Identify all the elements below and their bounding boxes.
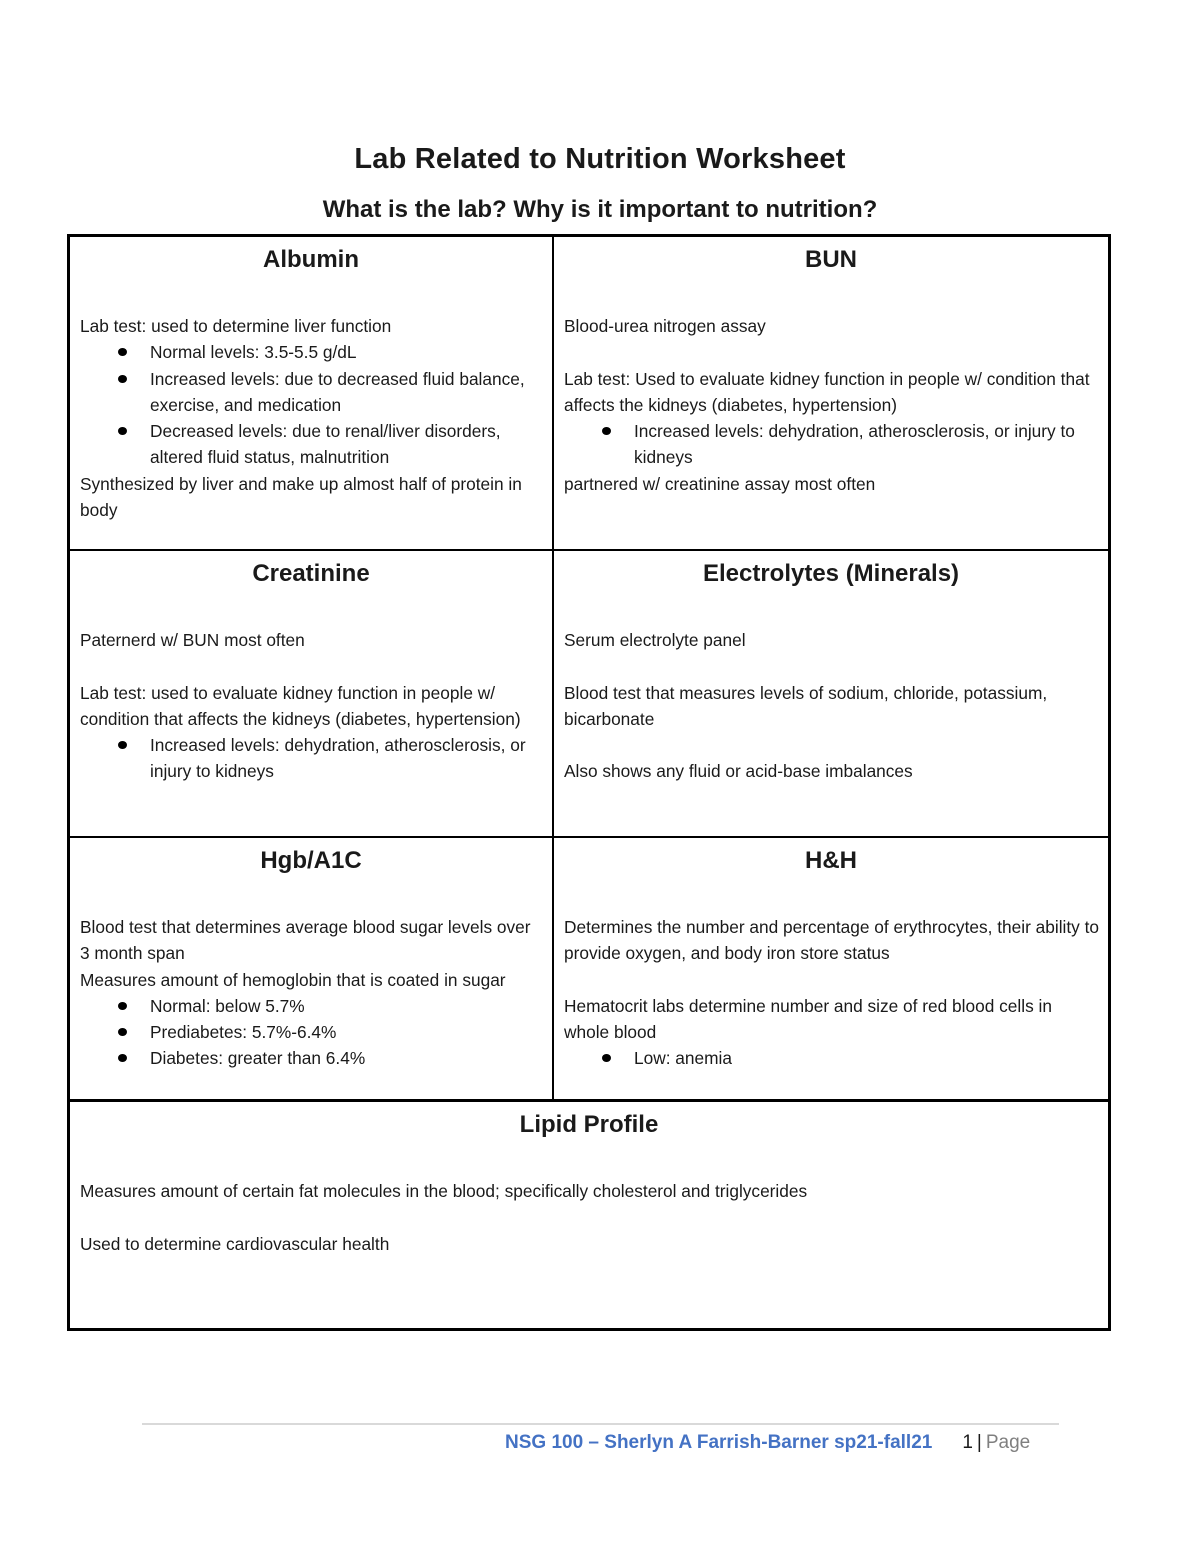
cell-title: Hgb/A1C [260,847,362,874]
page-label: Page [985,1432,1031,1453]
page-subtitle: What is the lab? Why is it important to nutrition? [322,196,878,223]
cell-title: H&H [805,847,857,874]
cell-creatinine [70,551,552,836]
bullet-list [80,993,544,1072]
cell-body [70,1178,1108,1257]
table-border-right [1108,234,1111,1331]
page-footer [505,1432,1030,1454]
list-item: Low: anemia [564,1045,1100,1071]
bullet-list [80,339,544,470]
table-border-bottom [67,1328,1111,1331]
cell-body [70,914,552,1072]
bullet-list [80,732,544,785]
cell-title: Albumin [263,246,359,273]
cell-bun [554,237,1108,549]
cell-text: Also shows any fluid or acid-base imbalances [564,761,913,782]
cell-text: Lab test: Used to evaluate kidney function in people w/ condition that affects the kidneys (diabetes, hypertension) [564,368,1090,415]
cell-text: Paternerd w/ BUN most often [80,630,305,650]
bullet-list [564,1045,1100,1071]
cell-text: Lab test: used to determine liver function [80,316,392,336]
cell-text: Measures amount of certain fat molecules in the blood; specifically cholesterol and triglycerides [80,1181,808,1201]
cell-text: Serum electrolyte panel [564,630,746,650]
cell-title: Creatinine [252,560,370,587]
lab-table [67,234,1111,1331]
cell-text: Determines the number and percentage of erythrocytes, their ability to provide oxygen, and body iron store status [564,917,1100,964]
footer-course: NSG 100 – Sherlyn A Farrish-Barner sp21-fall21 [505,1432,933,1453]
cell-title: Electrolytes (Minerals) [702,560,960,587]
cell-lipid-profile [70,1102,1108,1328]
list-item: Normal levels: 3.5-5.5 g/dL [80,339,544,365]
cell-text: Blood-urea nitrogen assay [564,316,766,336]
cell-body [70,313,552,523]
cell-text: Lab test: used to evaluate kidney function in people w/ condition that affects the kidneys (diabetes, hypertension) [80,682,521,729]
cell-text: Blood test that measures levels of sodium, chloride, potassium, bicarbonate [564,682,1048,729]
bullet-list [564,418,1100,471]
cell-text: Blood test that determines average blood sugar levels over 3 month span [80,917,531,964]
cell-electrolytes [554,551,1108,836]
list-item: Increased levels: due to decreased fluid balance, exercise, and medication [80,366,544,419]
footer-separator: | [976,1432,982,1453]
cell-text: partnered w/ creatinine assay most often [564,473,876,494]
list-item: Decreased levels: due to renal/liver disorders, altered fluid status, malnutrition [80,418,544,471]
list-item: Increased levels: dehydration, atherosclerosis, or injury to kidneys [564,418,1100,471]
page-number: 1 [962,1432,973,1453]
list-item: Prediabetes: 5.7%-6.4% [80,1019,544,1045]
cell-text: Synthesized by liver and make up almost half of protein in body [80,473,522,521]
cell-body [554,627,1108,785]
cell-title: Lipid Profile [519,1111,659,1138]
cell-body [554,313,1108,497]
cell-text: Used to determine cardiovascular health [80,1233,390,1254]
cell-body [70,627,552,785]
list-item: Increased levels: dehydration, atherosclerosis, or injury to kidneys [80,732,544,785]
list-item: Diabetes: greater than 6.4% [80,1045,544,1071]
cell-h-and-h [554,838,1108,1099]
cell-body [554,914,1108,1072]
cell-text: Measures amount of hemoglobin that is coated in sugar [80,969,506,990]
cell-hgb-a1c [70,838,552,1099]
cell-text: Hematocrit labs determine number and size of red blood cells in whole blood [564,995,1052,1043]
page-title: Lab Related to Nutrition Worksheet [354,143,846,175]
cell-albumin [70,237,552,549]
list-item: Normal: below 5.7% [80,993,544,1019]
cell-title: BUN [805,246,857,273]
footer-rule [142,1423,1059,1425]
